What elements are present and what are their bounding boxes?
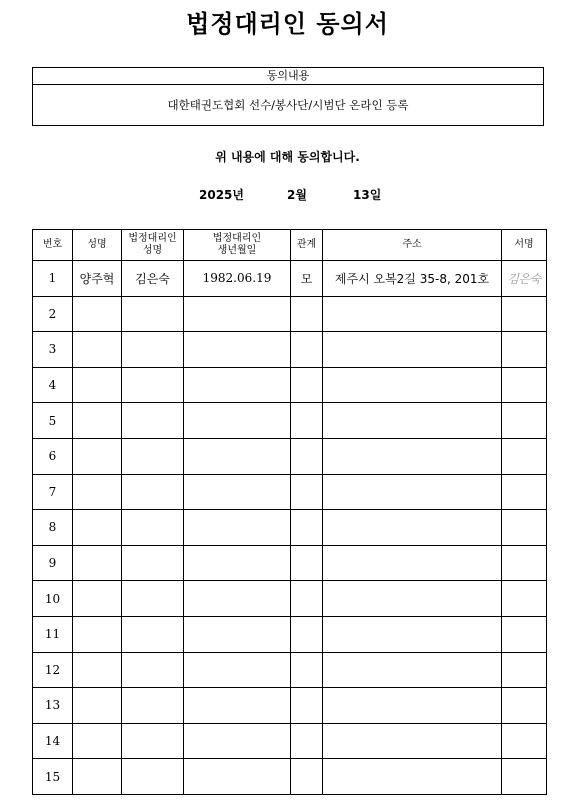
row-name xyxy=(73,688,122,724)
table-row xyxy=(33,616,547,652)
row-number: 7 xyxy=(33,474,73,510)
row-guardian-name xyxy=(122,581,184,617)
row-guardian-birth: 1982.06.19 xyxy=(184,261,291,297)
table-row xyxy=(33,261,547,297)
table-row xyxy=(33,581,547,617)
row-number: 14 xyxy=(33,723,73,759)
table-row xyxy=(33,723,547,759)
row-address: 제주시 오복2길 35-8, 201호 xyxy=(323,261,502,297)
row-guardian-birth xyxy=(184,545,291,581)
row-name xyxy=(73,296,122,332)
header-guardian-name-line2: 성명 xyxy=(142,245,163,256)
consent-text: 대한태권도협회 선수/봉사단/시범단 온라인 등록 xyxy=(167,98,409,112)
table-row xyxy=(33,332,547,368)
row-name xyxy=(73,403,122,439)
consent-box xyxy=(32,67,544,126)
row-guardian-name xyxy=(122,474,184,510)
row-name xyxy=(73,759,122,795)
row-guardian-birth xyxy=(184,332,291,368)
row-number: 3 xyxy=(33,332,73,368)
row-guardian-name xyxy=(122,296,184,332)
row-name xyxy=(73,545,122,581)
row-name xyxy=(73,510,122,546)
table-row xyxy=(33,759,547,795)
row-name xyxy=(73,723,122,759)
row-name xyxy=(73,367,122,403)
row-guardian-birth xyxy=(184,510,291,546)
row-number: 8 xyxy=(33,510,73,546)
row-guardian-name xyxy=(122,759,184,795)
row-number: 13 xyxy=(33,688,73,724)
row-address xyxy=(323,367,502,403)
row-address xyxy=(323,723,502,759)
row-guardian-name xyxy=(122,438,184,474)
signature-table xyxy=(32,229,547,795)
row-number: 1 xyxy=(33,261,73,297)
row-guardian-name xyxy=(122,332,184,368)
row-guardian-birth xyxy=(184,688,291,724)
row-address xyxy=(323,438,502,474)
row-signature xyxy=(502,723,547,759)
row-number: 5 xyxy=(33,403,73,439)
row-address xyxy=(323,581,502,617)
table-row xyxy=(33,403,547,439)
row-signature xyxy=(502,474,547,510)
row-address xyxy=(323,759,502,795)
row-signature: 김은숙 xyxy=(502,261,547,297)
agree-statement: 위 내용에 대해 동의합니다. xyxy=(215,150,360,164)
row-relation xyxy=(291,759,323,795)
row-relation xyxy=(291,510,323,546)
row-address xyxy=(323,332,502,368)
row-relation xyxy=(291,688,323,724)
row-relation: 모 xyxy=(291,261,323,297)
table-row xyxy=(33,438,547,474)
table-row xyxy=(33,510,547,546)
row-guardian-name xyxy=(122,616,184,652)
row-signature xyxy=(502,510,547,546)
row-signature xyxy=(502,688,547,724)
row-guardian-name: 김은숙 xyxy=(122,261,184,297)
table-row xyxy=(33,474,547,510)
row-signature xyxy=(502,296,547,332)
header-name: 성명 xyxy=(73,230,122,261)
row-name: 양주혁 xyxy=(73,261,122,297)
row-relation xyxy=(291,296,323,332)
row-relation xyxy=(291,723,323,759)
row-name xyxy=(73,332,122,368)
row-guardian-name xyxy=(122,367,184,403)
row-signature xyxy=(502,438,547,474)
row-name xyxy=(73,581,122,617)
row-guardian-name xyxy=(122,688,184,724)
header-guardian-birth-line1: 법정대리인 xyxy=(212,233,262,244)
row-relation xyxy=(291,332,323,368)
document-title: 법정대리인 동의서 xyxy=(186,10,389,38)
row-address xyxy=(323,403,502,439)
row-guardian-birth xyxy=(184,652,291,688)
row-relation xyxy=(291,545,323,581)
row-number: 6 xyxy=(33,438,73,474)
header-address: 주소 xyxy=(323,230,502,261)
row-number: 9 xyxy=(33,545,73,581)
row-signature xyxy=(502,652,547,688)
date-month: 2월 xyxy=(287,188,307,202)
date-year: 2025년 xyxy=(199,188,244,202)
table-row xyxy=(33,545,547,581)
row-guardian-birth xyxy=(184,438,291,474)
row-number: 10 xyxy=(33,581,73,617)
row-number: 11 xyxy=(33,616,73,652)
row-signature xyxy=(502,759,547,795)
row-address xyxy=(323,545,502,581)
row-name xyxy=(73,652,122,688)
row-guardian-birth xyxy=(184,403,291,439)
table-row xyxy=(33,296,547,332)
row-guardian-name xyxy=(122,652,184,688)
row-relation xyxy=(291,474,323,510)
row-address xyxy=(323,510,502,546)
row-address xyxy=(323,652,502,688)
header-signature: 서명 xyxy=(502,230,547,261)
row-guardian-birth xyxy=(184,367,291,403)
row-address xyxy=(323,616,502,652)
row-signature xyxy=(502,545,547,581)
row-guardian-birth xyxy=(184,723,291,759)
row-relation xyxy=(291,652,323,688)
row-signature xyxy=(502,581,547,617)
row-signature xyxy=(502,403,547,439)
row-signature xyxy=(502,616,547,652)
row-relation xyxy=(291,367,323,403)
row-address xyxy=(323,688,502,724)
header-relation: 관계 xyxy=(291,230,323,261)
row-relation xyxy=(291,581,323,617)
table-header-row xyxy=(33,230,547,261)
row-guardian-name xyxy=(122,545,184,581)
row-name xyxy=(73,616,122,652)
row-signature xyxy=(502,332,547,368)
row-guardian-birth xyxy=(184,581,291,617)
row-guardian-birth xyxy=(184,616,291,652)
row-name xyxy=(73,474,122,510)
row-relation xyxy=(291,403,323,439)
row-relation xyxy=(291,616,323,652)
header-number: 번호 xyxy=(33,230,73,261)
header-guardian-birth-line2: 생년월일 xyxy=(217,245,257,256)
row-number: 4 xyxy=(33,367,73,403)
row-guardian-name xyxy=(122,723,184,759)
row-guardian-birth xyxy=(184,474,291,510)
consent-heading: 동의내용 xyxy=(33,68,543,85)
date-day: 13일 xyxy=(353,188,382,202)
row-signature xyxy=(502,367,547,403)
row-number: 15 xyxy=(33,759,73,795)
table-row xyxy=(33,367,547,403)
row-guardian-birth xyxy=(184,296,291,332)
row-address xyxy=(323,474,502,510)
header-guardian-birth xyxy=(184,230,291,261)
table-row xyxy=(33,688,547,724)
row-guardian-name xyxy=(122,510,184,546)
row-address xyxy=(323,296,502,332)
row-relation xyxy=(291,438,323,474)
header-guardian-name-line1: 법정대리인 xyxy=(128,233,177,244)
row-guardian-name xyxy=(122,403,184,439)
row-number: 12 xyxy=(33,652,73,688)
table-row xyxy=(33,652,547,688)
row-number: 2 xyxy=(33,296,73,332)
header-guardian-name xyxy=(122,230,184,261)
row-guardian-birth xyxy=(184,759,291,795)
row-name xyxy=(73,438,122,474)
